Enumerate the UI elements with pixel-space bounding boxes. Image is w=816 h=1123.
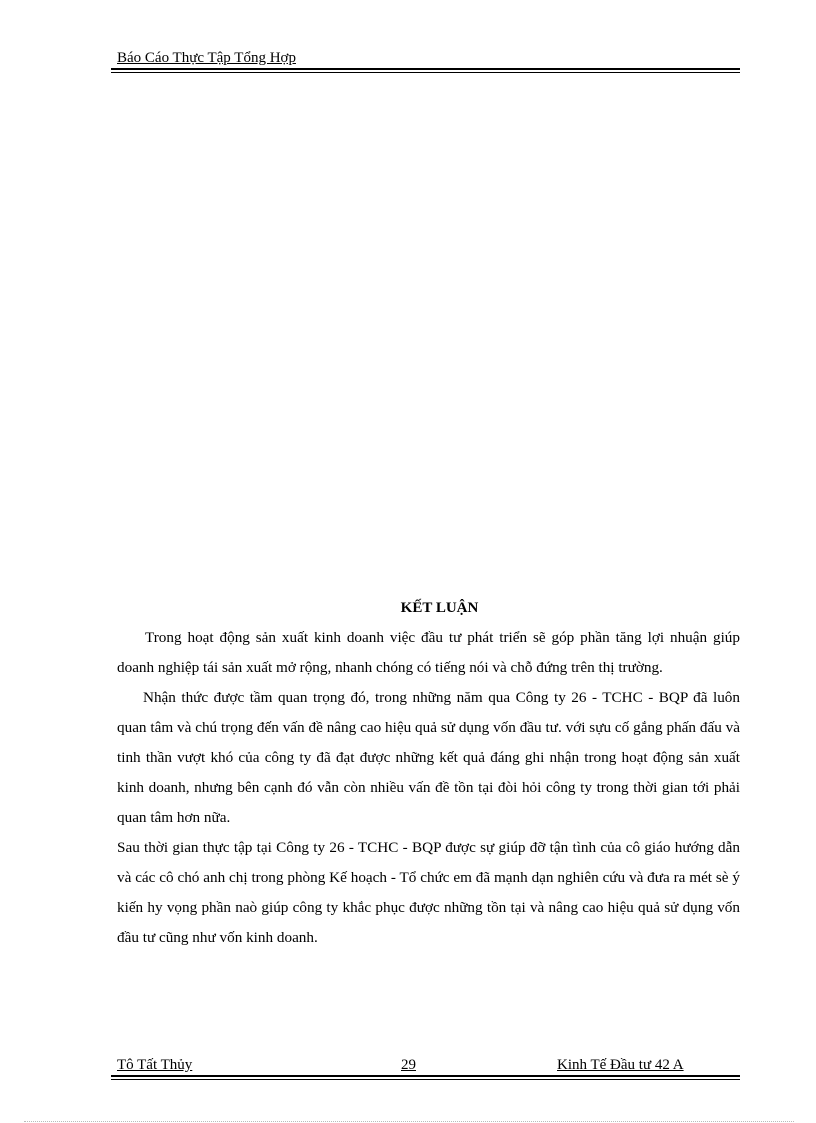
footer-rule (111, 1075, 740, 1077)
paragraph-2: Nhận thức được tầm quan trọng đó, trong những năm qua Công ty 26 - TCHC - BQP đã luôn quan tâm và chú trọng đến vấn đề nâng cao hiệu quả sử dụng vốn đầu tư. với sựu cố gắng phấn đấu và tinh thần vượt khó của công ty đã đạt được những kết quả đáng ghi nhận trong hoạt động sản xuất kinh doanh, nhưng bên cạnh đó vẫn còn nhiều vấn đề tồn tại đòi hỏi công ty trong thời gian tới phải quan tâm hơn nữa. (117, 689, 740, 826)
footer-class: Kinh Tế Đầu tư 42 A (557, 1057, 684, 1073)
page-header (111, 48, 740, 73)
header-rule (111, 68, 740, 70)
footer-rule-thin (111, 1079, 740, 1080)
footer-author: Tô Tất Thủy (117, 1057, 193, 1073)
header-title: Báo Cáo Thực Tập Tổng Hợp (117, 50, 296, 66)
page-bottom-border (24, 1121, 794, 1122)
paragraph-1: Trong hoạt động sản xuất kinh doanh việc đầu tư phát triển sẽ góp phần tăng lợi nhuận giúp doanh nghiệp tái sản xuất mở rộng, nhanh chóng có tiếng nói và chỗ đứng trên thị trường. (117, 629, 740, 676)
paragraph-3: Sau thời gian thực tập tại Công ty 26 - TCHC - BQP được sự giúp đỡ tận tình của cô giáo hướng dẫn và các cô chó anh chị trong phòng Kế hoạch - Tổ chức em đã mạnh dạn nghiên cứu và đưa ra mét sè ý kiến hy vọng phần naò giúp công ty khắc phục được những tồn tại và nâng cao hiệu quả sử dụng vốn đầu tư cũng như vốn kinh doanh. (117, 839, 740, 946)
header-rule-thin (111, 72, 740, 73)
page-footer (111, 1055, 740, 1080)
footer-page-number: 29 (401, 1057, 416, 1073)
main-content (117, 597, 740, 953)
section-heading: KẾT LUẬN (400, 600, 479, 616)
